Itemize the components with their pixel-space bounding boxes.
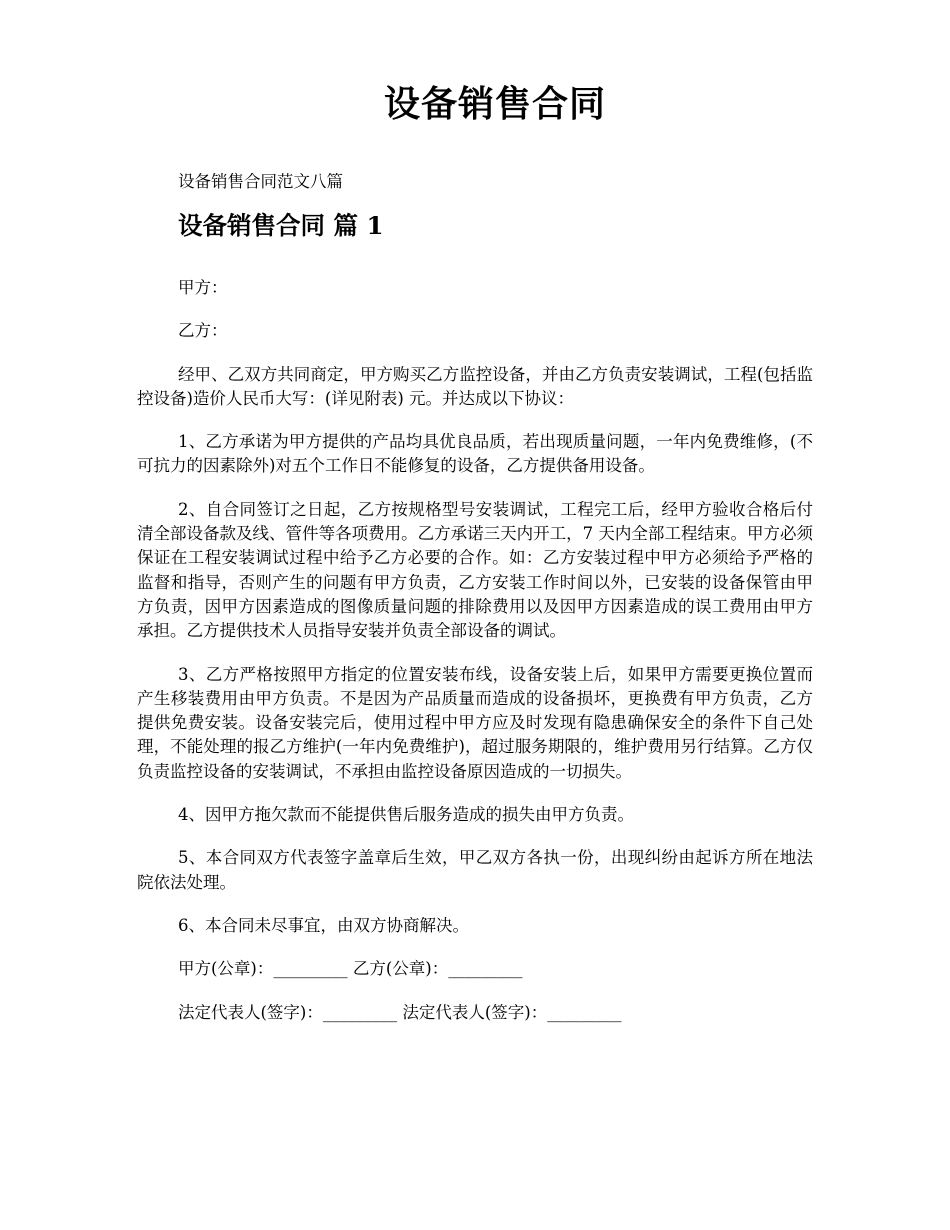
clause-2: 2、自合同签订之日起，乙方按规格型号安装调试，工程完工后，经甲方验收合格后付清全部设备款及线、管件等各项费用。乙方承诺三天内开工，7 天内全部工程结束。甲方必须保证在工程安装调试过程中给予乙方必要的合作。如：乙方安装过程中甲方必须给予严格的监督和指导，否则产生的问题有甲方负责，乙方安装工作时间以外，已安装的设备保管由甲方负责，因甲方因素造成的图像质量问题的排除费用以及因甲方因素造成的误工费用由甲方承担。乙方提供技术人员指导安装并负责全部设备的调试。	[137, 499, 813, 641]
document-title: 设备销售合同	[383, 83, 606, 125]
seal-signature-line: 甲方(公章)：_________ 乙方(公章)：_________	[178, 959, 523, 979]
clause-5: 5、本合同双方代表签字盖章后生效，甲乙双方各执一份，出现纠纷由起诉方所在地法院依法处理。	[137, 848, 813, 892]
clause-3: 3、乙方严格按照甲方指定的位置安装布线，设备安装上后，如果甲方需要更换位置而产生移装费用由甲方负责。不是因为产品质量而造成的设备损坏，更换费有甲方负责，乙方提供免费安装。设备安装完后，使用过程中甲方应及时发现有隐患确保安全的条件下自己处理，不能处理的报乙方维护(一年内免费维护)，超过服务期限的，维护费用另行结算。乙方仅负责监控设备的安装调试，不承担由监控设备原因造成的一切损失。	[137, 664, 813, 781]
contract-body	[137, 276, 813, 1044]
document-subtitle: 设备销售合同范文八篇	[178, 172, 343, 191]
intro-paragraph: 经甲、乙双方共同商定，甲方购买乙方监控设备，并由乙方负责安装调试，工程(包括监控设备)造价人民币大写：(详见附表) 元。并达成以下协议：	[137, 364, 813, 408]
section-heading: 设备销售合同 篇 1	[178, 211, 384, 240]
clause-4: 4、因甲方拖欠款而不能提供售后服务造成的损失由甲方负责。	[178, 805, 634, 825]
representative-signature-line: 法定代表人(签字)：_________ 法定代表人(签字)：_________	[178, 1002, 622, 1022]
party-b-line: 乙方：	[178, 321, 228, 341]
party-a-line: 甲方：	[178, 278, 228, 297]
clause-1: 1、乙方承诺为甲方提供的产品均具优良品质，若出现质量问题，一年内免费维修，(不可抗力的因素除外)对五个工作日不能修复的设备，乙方提供备用设备。	[137, 432, 813, 476]
clause-6: 6、本合同未尽事宜，由双方协商解决。	[178, 915, 469, 935]
